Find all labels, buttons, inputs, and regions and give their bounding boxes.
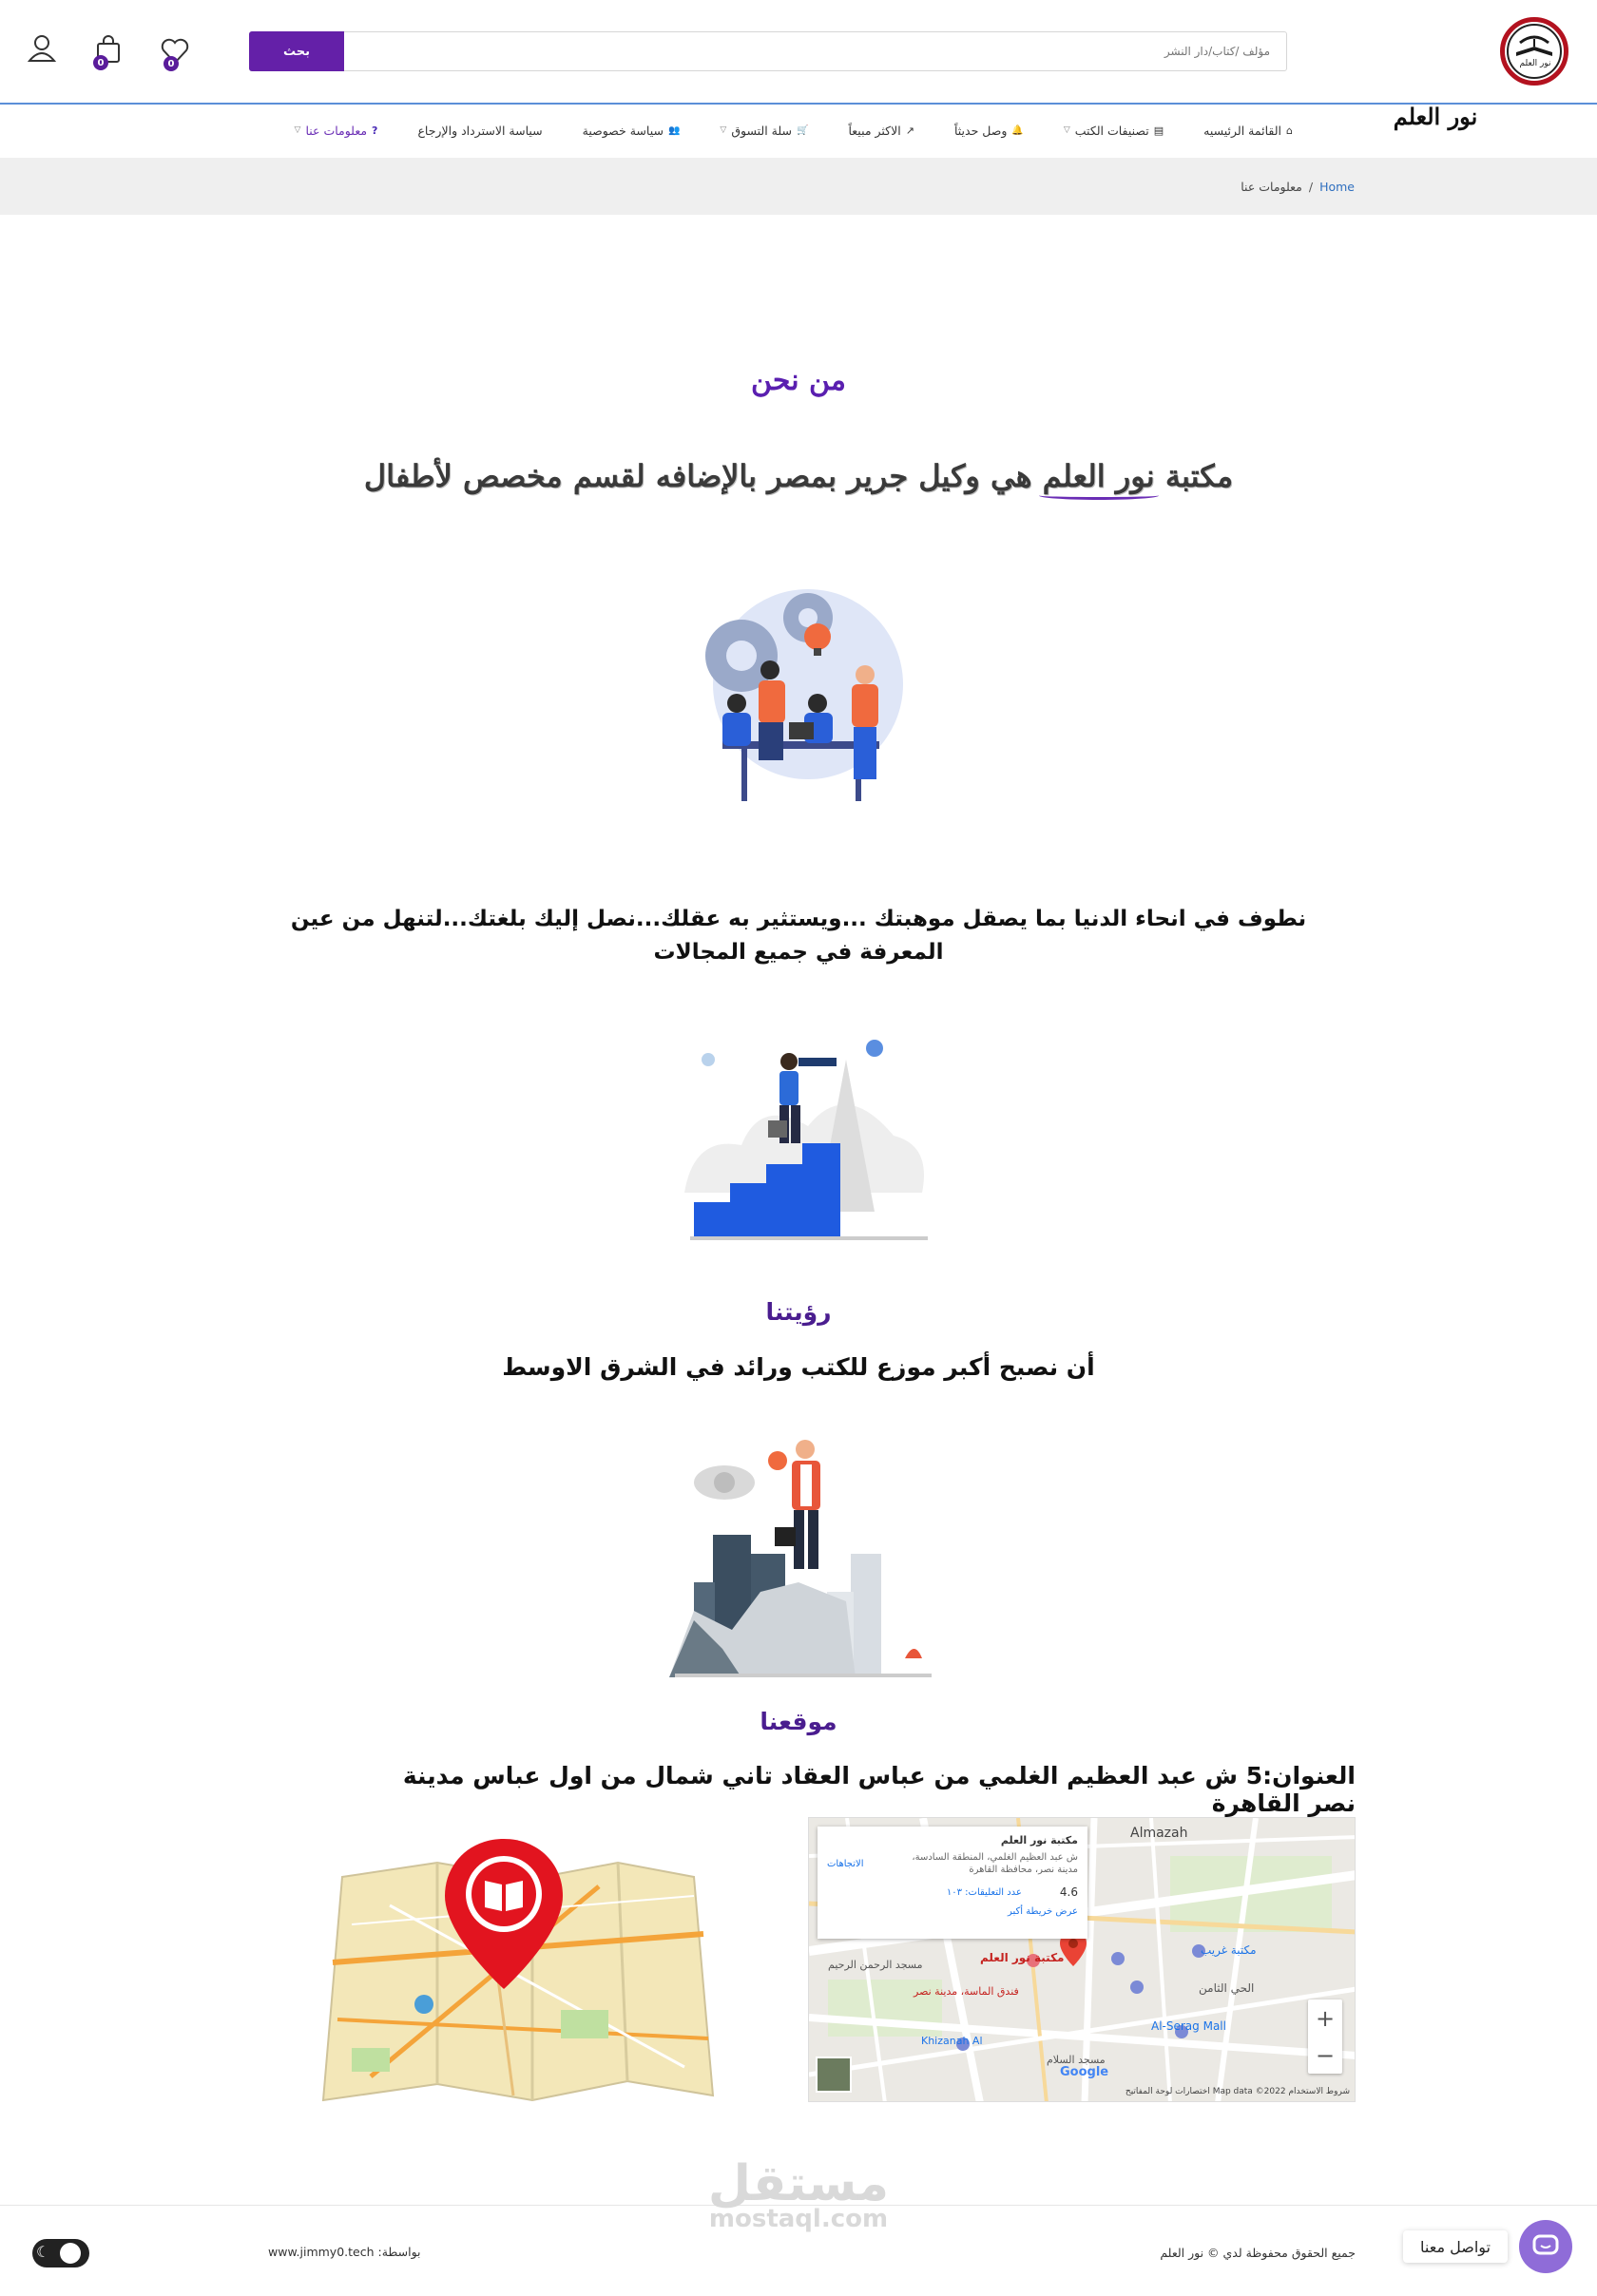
cart-count-badge: 0 <box>93 55 108 70</box>
contact-chat-button[interactable] <box>1519 2220 1572 2273</box>
wishlist-count-badge: 0 <box>164 56 179 71</box>
map-zoom-controls <box>1308 1999 1342 2074</box>
watermark-arabic: مستقل <box>707 2155 890 2212</box>
chevron-down-icon: ▽ <box>720 125 727 135</box>
nav-best-sellers[interactable] <box>848 124 914 138</box>
book-icon: ▤ <box>1153 124 1164 137</box>
address-text: العنوان:5 ش عبد العظيم الغلمي من عباس العقاد تاني شمال من اول عباس مدينة نصر القاهرة <box>402 1762 1356 1817</box>
nav-about[interactable] <box>295 124 378 138</box>
map-footer: شروط الاستخدام Map data ©2022 اختصارات لوحة المفاتيح <box>1125 2087 1350 2096</box>
copyright-text: جميع الحقوق محفوظة لدي © نور العلم <box>1160 2246 1356 2260</box>
moon-icon: ☾ <box>36 2243 50 2261</box>
contact-us-label[interactable]: تواصل معنا <box>1403 2230 1508 2263</box>
question-icon: ? <box>372 124 378 137</box>
map-label-shop: مكتبة نور العلم <box>980 1951 1065 1964</box>
map-pin-illustration <box>314 1820 722 2110</box>
nav-refund[interactable] <box>417 124 542 138</box>
breadcrumb-separator: / <box>1308 180 1314 194</box>
vision-illustration <box>656 1022 941 1240</box>
map-directions-link[interactable]: الاتجاهات <box>827 1859 864 1869</box>
trending-icon: ↗ <box>905 124 914 137</box>
logo-text: نور العلم <box>1519 59 1551 68</box>
cart-icon: 🛒 <box>797 124 809 136</box>
nav-cart-label: سلة التسوق <box>731 123 792 138</box>
site-logo[interactable] <box>1500 17 1568 86</box>
zoom-in-button[interactable]: + <box>1315 2004 1336 2032</box>
user-icon <box>27 32 57 63</box>
nav-new-arrivals[interactable] <box>954 124 1024 138</box>
map-label-district: الحي الثامن <box>1199 1981 1255 1995</box>
map-label-almazah: Almazah <box>1130 1826 1188 1841</box>
brand-name[interactable]: نور العلم <box>1393 103 1478 130</box>
tagline-end: هي وكيل جرير بمصر بالإضافه لقسم مخصص لأطفال <box>363 458 1032 494</box>
toggle-knob <box>60 2243 81 2264</box>
users-icon: 👥 <box>667 124 681 136</box>
nav-privacy[interactable] <box>583 124 681 138</box>
google-logo: Google <box>1060 2065 1109 2079</box>
nav-home-label: القائمة الرئيسيه <box>1203 123 1282 138</box>
about-tagline <box>342 458 1255 494</box>
map-larger-link[interactable]: عرض خريطة أكبر <box>1007 1906 1078 1917</box>
breadcrumb <box>1241 180 1355 194</box>
nav-categories[interactable] <box>1064 124 1164 138</box>
logo-book-icon <box>1505 22 1564 81</box>
breadcrumb-current: معلومات عنا <box>1241 180 1302 194</box>
nav-refund-label: سياسة الاسترداد والإرجاع <box>417 123 543 138</box>
map-reviews-link[interactable]: عدد التعليقات: ١٠٣ <box>946 1886 1022 1898</box>
nav-categories-label: تصنيفات الكتب <box>1074 123 1149 138</box>
account-button[interactable] <box>27 32 61 67</box>
home-icon: ⌂ <box>1286 124 1293 137</box>
vision-text: أن نصبح أكبر موزع للكتب ورائد في الشرق الاوسط <box>502 1353 1095 1381</box>
map-label-hotel: فندق الماسة، مدينة نصر <box>914 1985 1019 1998</box>
map-card-title: مكتبة نور العلم <box>1000 1834 1078 1846</box>
map-label-mall: Al-Serag Mall <box>1151 2019 1226 2033</box>
map-card-address: ش عبد العظيم الغلمي، المنطقة السادسة، مدينة نصر، محافظة القاهرة <box>912 1852 1078 1875</box>
breadcrumb-bar <box>0 158 1597 215</box>
chevron-down-icon: ▽ <box>294 125 301 135</box>
search-button[interactable]: بحث <box>249 31 344 71</box>
developer-credit[interactable]: بواسطة: www.jimmy0.tech <box>268 2245 421 2259</box>
tagline-highlight: نور العلم <box>1042 458 1155 494</box>
chevron-down-icon: ▽ <box>1063 125 1070 135</box>
breadcrumb-home[interactable]: Home <box>1319 180 1355 194</box>
nav-home[interactable] <box>1203 124 1293 138</box>
watermark <box>694 2155 903 2233</box>
location-heading: موقعنا <box>760 1708 837 1735</box>
main-nav <box>162 116 1293 144</box>
nav-cart[interactable] <box>720 124 808 138</box>
chat-bubble-icon <box>1531 2232 1560 2261</box>
nav-privacy-label: سياسة خصوصية <box>582 123 664 138</box>
nav-new-arrivals-label: وصل حديثاً <box>953 123 1008 138</box>
nav-about-label: معلومات عنا <box>305 123 368 138</box>
nav-best-sellers-label: الاكثر مبيعاً <box>848 123 901 138</box>
bell-icon: 🔔 <box>1011 124 1024 136</box>
map-info-card <box>818 1827 1087 1939</box>
map-label-rahman: مسجد الرحمن الرحيم <box>828 1959 923 1971</box>
map-label-khizanah: Khizanah Al <box>921 2035 983 2047</box>
search-input[interactable] <box>346 32 1283 70</box>
map-label-mosque: مسجد السلام <box>1047 2054 1106 2066</box>
location-illustration <box>656 1421 941 1677</box>
zoom-out-button[interactable]: − <box>1315 2041 1336 2069</box>
map-rating: 4.6 <box>1059 1885 1078 1899</box>
about-heading: من نحن <box>751 364 846 397</box>
about-paragraph: نطوف في انحاء الدنيا بما يصقل موهبتك ...ويستثير به عقلك...نصل إليك بلغتك...لتنهل من عين المعرفة في جميع المجالات <box>290 907 1307 965</box>
watermark-latin: mostaql.com <box>708 2205 889 2233</box>
vision-heading: رؤيتنا <box>765 1298 832 1326</box>
tagline-start: مكتبة <box>1164 458 1234 494</box>
map-label-ghareeb: مكتبة غريب <box>1201 1943 1257 1957</box>
teamwork-illustration <box>684 580 913 808</box>
